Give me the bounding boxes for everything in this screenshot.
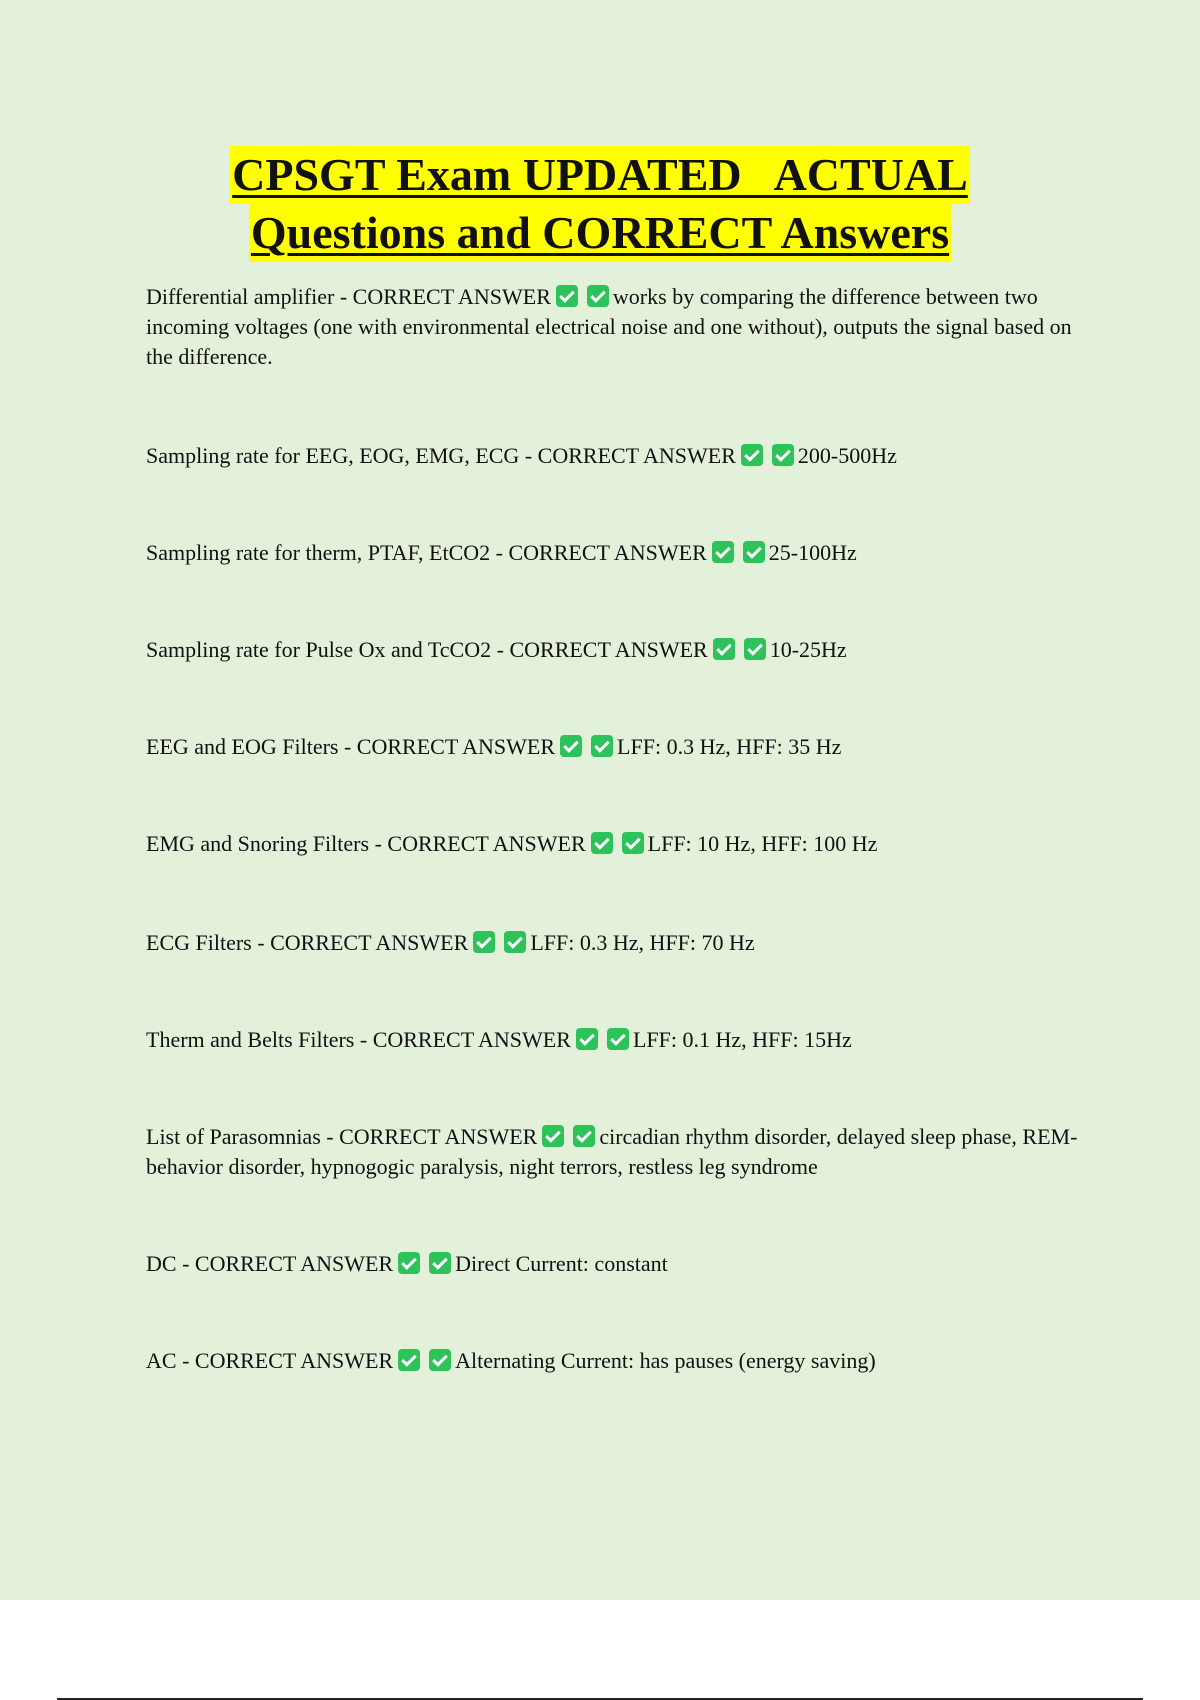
check-mark-icon xyxy=(712,541,734,563)
check-mark-icon xyxy=(429,1349,451,1371)
answer-marker-label: CORRECT ANSWER xyxy=(194,1348,394,1373)
answer-text: 200-500Hz xyxy=(797,443,897,468)
document-title xyxy=(0,146,1200,262)
qa-item-therm-belts-filters: Therm and Belts Filters - CORRECT ANSWER LFF: 0.1 Hz, HFF: 15Hz xyxy=(146,1027,852,1052)
check-mark-icon xyxy=(573,1125,595,1147)
answer-text: LFF: 0.3 Hz, HFF: 70 Hz xyxy=(530,930,755,955)
answer-text: LFF: 0.1 Hz, HFF: 15Hz xyxy=(632,1027,852,1052)
qa-item-ecg-filters: ECG Filters - CORRECT ANSWER LFF: 0.3 Hz, HFF: 70 Hz xyxy=(146,930,755,955)
question-text: List of Parasomnias xyxy=(146,1124,321,1149)
question-text: DC xyxy=(146,1251,177,1276)
check-mark-icon xyxy=(473,931,495,953)
check-mark-icon xyxy=(772,444,794,466)
question-text: Sampling rate for EEG, EOG, EMG, ECG xyxy=(146,443,520,468)
answer-marker-label: CORRECT ANSWER xyxy=(356,734,556,759)
answer-marker-label: CORRECT ANSWER xyxy=(352,284,551,309)
check-mark-icon xyxy=(398,1349,420,1371)
answer-text: works by comparing the difference between two incoming voltages (one with environmental electrical noise and one without), outputs the signal based on the difference. xyxy=(146,284,1072,369)
check-mark-icon xyxy=(713,638,735,660)
check-mark-icon xyxy=(607,1028,629,1050)
qa-item-sampling-rate-therm: Sampling rate for therm, PTAF, EtCO2 - CORRECT ANSWER 25-100Hz xyxy=(146,540,857,565)
answer-text: 10-25Hz xyxy=(769,637,847,662)
check-mark-icon xyxy=(576,1028,598,1050)
qa-item-sampling-rate-pulse-ox: Sampling rate for Pulse Ox and TcCO2 - CORRECT ANSWER 10-25Hz xyxy=(146,637,847,662)
qa-item-ac: AC - CORRECT ANSWER Alternating Current: has pauses (energy saving) xyxy=(146,1348,876,1373)
answer-marker-label: CORRECT ANSWER xyxy=(372,1027,571,1052)
check-mark-icon xyxy=(743,541,765,563)
answer-marker-label: CORRECT ANSWER xyxy=(339,1124,538,1149)
answer-text: Direct Current: constant xyxy=(455,1251,668,1276)
check-mark-icon xyxy=(622,832,644,854)
question-text: EMG and Snoring Filters xyxy=(146,831,370,856)
qa-item-parasomnias: List of Parasomnias - CORRECT ANSWER circadian rhythm disorder, delayed sleep phase, REM-behavior disorder, hypnogogic paralysis, night terrors, restless leg syndrome xyxy=(146,1124,1078,1179)
question-text: EEG and EOG Filters xyxy=(146,734,339,759)
check-mark-icon xyxy=(587,285,609,307)
answer-marker-label: CORRECT ANSWER xyxy=(508,540,707,565)
question-text: AC xyxy=(146,1348,177,1373)
check-mark-icon xyxy=(542,1125,564,1147)
answer-marker-label: CORRECT ANSWER xyxy=(270,930,469,955)
answer-marker-label: CORRECT ANSWER xyxy=(509,637,708,662)
answer-text: LFF: 10 Hz, HFF: 100 Hz xyxy=(647,831,878,856)
question-text: Sampling rate for therm, PTAF, EtCO2 xyxy=(146,540,491,565)
qa-item-sampling-rate-eeg: Sampling rate for EEG, EOG, EMG, ECG - CORRECT ANSWER 200-500Hz xyxy=(146,443,897,468)
check-mark-icon xyxy=(591,832,613,854)
check-mark-icon xyxy=(556,285,578,307)
qa-item-eeg-eog-filters: EEG and EOG Filters - CORRECT ANSWER LFF: 0.3 Hz, HFF: 35 Hz xyxy=(146,734,842,759)
check-mark-icon xyxy=(744,638,766,660)
answer-marker-label: CORRECT ANSWER xyxy=(537,443,736,468)
check-mark-icon xyxy=(398,1252,420,1274)
qa-item-emg-snoring-filters: EMG and Snoring Filters - CORRECT ANSWER LFF: 10 Hz, HFF: 100 Hz xyxy=(146,831,878,856)
question-text: Therm and Belts Filters xyxy=(146,1027,355,1052)
title-line-1: CPSGT Exam UPDATED ACTUAL xyxy=(230,146,970,204)
check-mark-icon xyxy=(741,444,763,466)
answer-text: LFF: 0.3 Hz, HFF: 35 Hz xyxy=(617,734,842,759)
answer-marker-label: CORRECT ANSWER xyxy=(194,1251,394,1276)
check-mark-icon xyxy=(560,735,582,757)
answer-text: Alternating Current: has pauses (energy saving) xyxy=(455,1348,876,1373)
question-text: Differential amplifier xyxy=(146,284,335,309)
answer-text: circadian rhythm disorder, delayed sleep phase, REM-behavior disorder, hypnogogic paralysis, night terrors, restless leg syndrome xyxy=(146,1124,1078,1179)
qa-item-differential-amplifier: Differential amplifier - CORRECT ANSWER works by comparing the difference between two incoming voltages (one with environmental electrical noise and one without), outputs the signal based on the difference. xyxy=(146,284,1072,369)
question-text: ECG Filters xyxy=(146,930,252,955)
check-mark-icon xyxy=(591,735,613,757)
question-text: Sampling rate for Pulse Ox and TcCO2 xyxy=(146,637,492,662)
check-mark-icon xyxy=(504,931,526,953)
answer-marker-label: CORRECT ANSWER xyxy=(387,831,586,856)
check-mark-icon xyxy=(429,1252,451,1274)
qa-item-dc: DC - CORRECT ANSWER Direct Current: constant xyxy=(146,1251,668,1276)
title-line-2: Questions and CORRECT Answers xyxy=(249,204,951,262)
answer-text: 25-100Hz xyxy=(768,540,857,565)
